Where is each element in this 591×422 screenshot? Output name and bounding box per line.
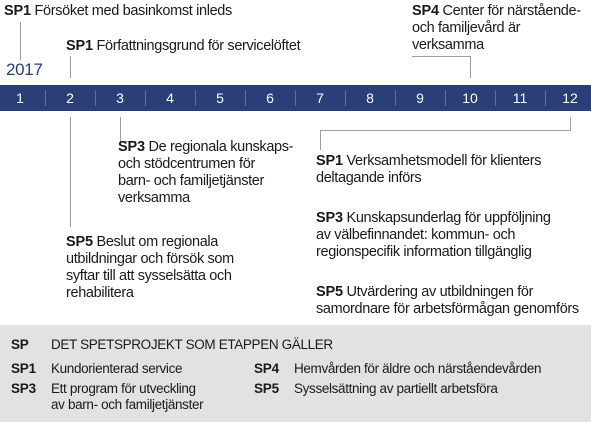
event-code: SP1 bbox=[66, 38, 93, 54]
legend-item-sp1 bbox=[11, 361, 182, 377]
month-label-12: 12 bbox=[562, 90, 578, 106]
month-divider bbox=[445, 90, 446, 106]
legend-text: Hemvården för äldre och närståendevården bbox=[294, 361, 542, 376]
event-code: SP1 bbox=[4, 3, 31, 19]
event-sp1-basinkomst bbox=[4, 3, 232, 20]
legend-item-sp4 bbox=[254, 361, 541, 377]
month-label-7: 7 bbox=[316, 90, 324, 106]
month-label-10: 10 bbox=[462, 90, 478, 106]
event-line: verksamma bbox=[118, 190, 190, 206]
event-text: Författningsgrund för servicelöftet bbox=[96, 38, 301, 54]
legend-text: Ett program för utveckling bbox=[51, 381, 196, 396]
legend-code: SP bbox=[11, 337, 29, 352]
month-divider bbox=[95, 90, 96, 106]
month-divider bbox=[145, 90, 146, 106]
legend-item-sp3 bbox=[11, 381, 203, 413]
event-line: deltagande införs bbox=[316, 170, 422, 186]
event-sp5-utvardering bbox=[316, 284, 579, 318]
event-line: barn- och familjetjänster bbox=[118, 173, 264, 189]
month-label-6: 6 bbox=[266, 90, 274, 106]
connector-sp1-basinkomst bbox=[20, 22, 21, 60]
month-divider bbox=[545, 90, 546, 106]
event-code: SP5 bbox=[316, 284, 343, 300]
event-line: regionspecifik information tillgänglig bbox=[316, 244, 532, 260]
legend-panel bbox=[0, 325, 591, 422]
event-code: SP3 bbox=[118, 139, 145, 155]
legend-text: Kundorienterad service bbox=[51, 361, 183, 376]
month-divider bbox=[495, 90, 496, 106]
event-code: SP5 bbox=[66, 234, 93, 250]
event-sp3-kunskapsunderlag bbox=[316, 210, 551, 261]
month-divider bbox=[345, 90, 346, 106]
legend-item-sp5 bbox=[254, 381, 498, 397]
month-label-8: 8 bbox=[366, 90, 374, 106]
event-line: syftar till att sysselsätta och bbox=[66, 268, 232, 284]
event-line: De regionala kunskaps- bbox=[148, 139, 294, 155]
event-sp3-regionala bbox=[118, 139, 293, 207]
legend-text: av barn- och familjetjänster bbox=[51, 397, 204, 412]
event-line: Verksamhetsmodell för klienters bbox=[346, 153, 542, 169]
month-divider bbox=[45, 90, 46, 106]
connector-sp5-beslut-v bbox=[70, 117, 71, 227]
month-label-11: 11 bbox=[512, 90, 528, 106]
event-sp5-beslut bbox=[66, 234, 234, 302]
legend-code: SP5 bbox=[254, 381, 279, 396]
event-sp1-verksamhetsmodell bbox=[316, 153, 541, 187]
month-divider bbox=[395, 90, 396, 106]
connector-sp1-verksamhet-top bbox=[320, 130, 570, 131]
event-line: utbildningar och försök som bbox=[66, 251, 234, 267]
legend-text: Sysselsättning av partiellt arbetsföra bbox=[294, 381, 498, 396]
event-line: och stödcentrumen för bbox=[118, 156, 255, 172]
event-line: Utvärdering av utbildningen för bbox=[346, 284, 534, 300]
connector-sp4-center-v bbox=[470, 56, 471, 78]
event-line: samordnare för arbetsförmågan genomförs bbox=[316, 301, 579, 317]
event-code: SP3 bbox=[316, 210, 343, 226]
event-code: SP4 bbox=[412, 3, 439, 19]
month-label-4: 4 bbox=[166, 90, 174, 106]
legend-code: SP1 bbox=[11, 361, 36, 376]
legend-code: SP4 bbox=[254, 361, 279, 376]
connector-sp4-center-h bbox=[412, 56, 471, 57]
timeline-bar bbox=[0, 85, 591, 111]
month-label-3: 3 bbox=[116, 90, 124, 106]
legend-text: DET SPETSPROJEKT SOM ETAPPEN GÄLLER bbox=[51, 337, 333, 352]
month-divider bbox=[295, 90, 296, 106]
connector-sp1-forfattning bbox=[70, 56, 71, 78]
month-label-9: 9 bbox=[416, 90, 424, 106]
connector-sp1-verksamhet-left bbox=[320, 130, 321, 150]
legend-header bbox=[11, 337, 333, 353]
connector-sp1-verksamhet-right bbox=[570, 117, 571, 131]
year-label: 2017 bbox=[6, 60, 43, 79]
event-line: Center för närstående- bbox=[442, 3, 581, 19]
event-line: Beslut om regionala bbox=[96, 234, 219, 250]
event-line: Kunskapsunderlag för uppföljning bbox=[346, 210, 551, 226]
month-divider bbox=[245, 90, 246, 106]
month-divider bbox=[195, 90, 196, 106]
event-line: av välbefinnandet: kommun- och bbox=[316, 227, 516, 243]
legend-code: SP3 bbox=[11, 381, 36, 396]
event-line: rehabilitera bbox=[66, 285, 134, 301]
event-line: verksamma bbox=[412, 37, 484, 53]
month-label-2: 2 bbox=[66, 90, 74, 106]
event-sp1-forfattning bbox=[66, 38, 300, 55]
event-sp4-center bbox=[412, 3, 581, 54]
month-label-1: 1 bbox=[16, 90, 24, 106]
event-code: SP1 bbox=[316, 153, 343, 169]
event-text: Försöket med basinkomst inleds bbox=[34, 3, 232, 19]
event-line: och familjevård är bbox=[412, 20, 521, 36]
month-label-5: 5 bbox=[216, 90, 224, 106]
